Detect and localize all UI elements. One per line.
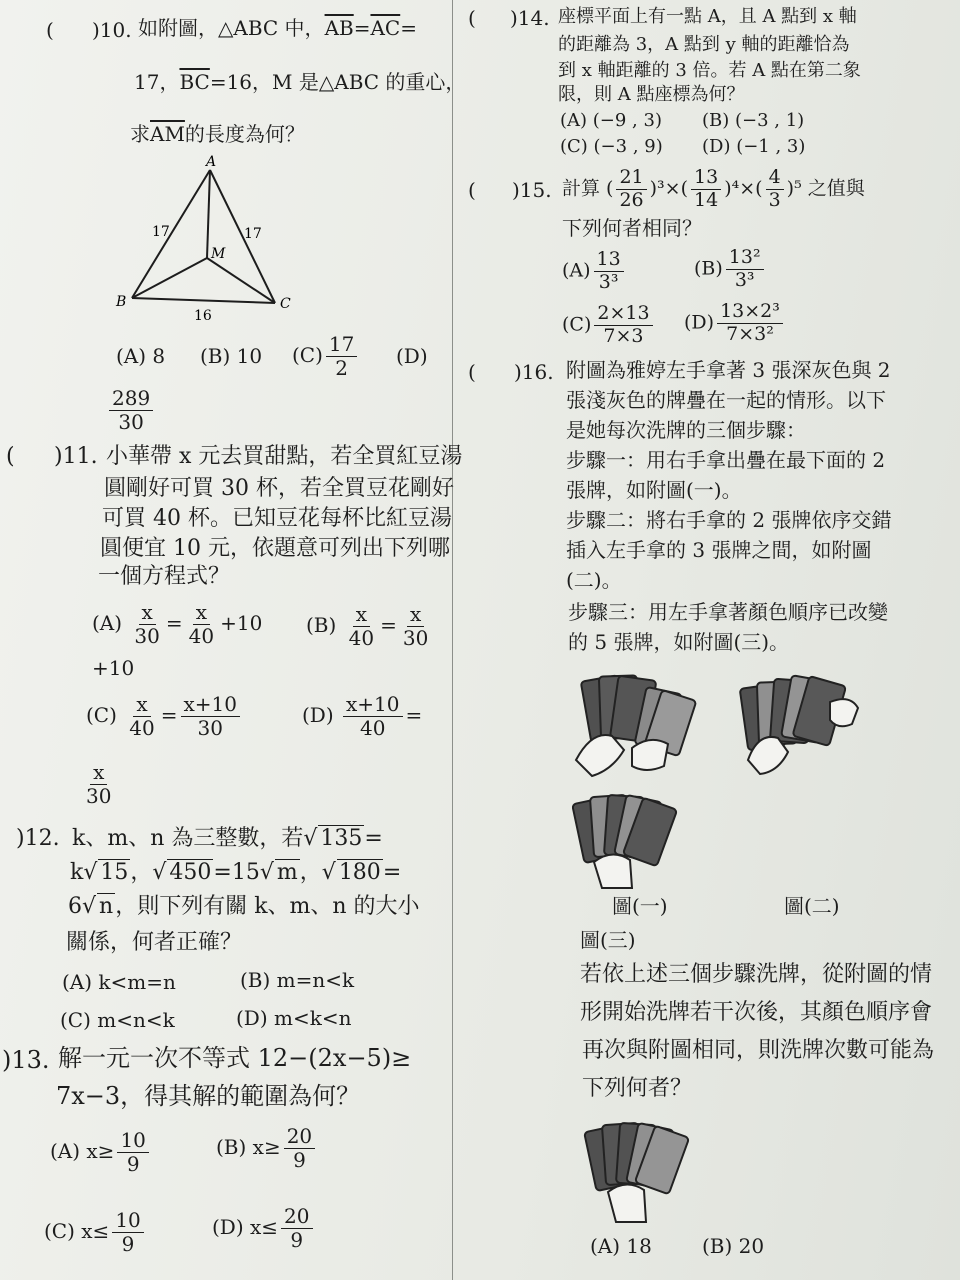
q15-line1: 計算 ( $\frac{21}{26}$ )³×( $\frac{13}{14}$ )⁴×( $\frac{4}{3}$ )⁵ 之值與	[562, 166, 865, 211]
side-label-bc: 16	[194, 308, 212, 324]
q15-option-b: (B) $\frac{\text{13²}}{\text{3³}}$	[694, 248, 767, 291]
q12-option-a: (A) k<m=n	[62, 970, 176, 994]
card-figure-2	[734, 668, 864, 778]
q11-option-d-rhs: $\frac{x}{30}$	[86, 760, 112, 808]
card-figure-1	[572, 670, 702, 780]
q10-option-c: (C) $\frac{17}{2}$	[292, 334, 360, 379]
fig1-caption: 圖(一)	[612, 894, 668, 918]
q16-option-b: (B) 20	[702, 1234, 765, 1258]
q14-line3: 到 x 軸距離的 3 倍。若 A 點在第二象	[558, 60, 861, 81]
q13-option-a: (A) x≥ $\frac{10}{9}$	[50, 1130, 152, 1175]
q16-line4: 步驟一：用右手拿出疊在最下面的 2	[566, 448, 886, 472]
median-am	[207, 170, 210, 258]
q16-number: )16.	[514, 360, 554, 384]
q12-line3: 6√ n，則下列有關 k、m、n 的大小	[68, 894, 420, 919]
q13-number: )13.	[2, 1046, 50, 1074]
q16-option-a: (A) 18	[590, 1234, 652, 1258]
q14-line4: 限，則 A 點座標為何？	[558, 84, 745, 105]
q10-triangle-figure	[110, 154, 310, 324]
q15-answer-paren: (	[468, 178, 476, 202]
q11-line5: 一個方程式？	[98, 564, 231, 589]
q10-number: )10.	[92, 18, 132, 42]
side-label-ac: 17	[244, 226, 262, 242]
q12-line2: k√ 15，√ 450=15√ m，√ 180=	[70, 860, 402, 885]
q16-line3: 是她每次洗牌的三個步驟：	[566, 418, 806, 442]
q11-option-b-tail: +10	[92, 656, 135, 680]
q11-line2: 圓剛好可買 30 杯，若全買豆花剛好	[104, 476, 454, 501]
fig2-caption: 圖(二)	[784, 894, 840, 918]
q14-line2: 的距離為 3，A 點到 y 軸的距離恰為	[558, 34, 850, 55]
q14-answer-paren: (	[468, 6, 476, 30]
q10-option-b: (B) 10	[200, 344, 263, 368]
q10-option-d-label: (D)	[396, 344, 428, 368]
q16-line2: 張淺灰色的牌疊在一起的情形。以下	[566, 388, 886, 412]
q14-option-a: (A) (−9 , 3)	[560, 110, 662, 131]
q10-answer-paren: (	[46, 18, 54, 42]
q16-line6: 步驟二：將右手拿的 2 張牌依序交錯	[566, 508, 892, 532]
q11-option-d: (D) $\frac{x+10}{40}$ =	[302, 692, 423, 740]
q14-line1: 座標平面上有一點 A，且 A 點到 x 軸	[558, 6, 857, 27]
q14-option-d: (D) (−1 , 3)	[702, 136, 806, 157]
q12-option-d: (D) m<k<n	[236, 1006, 352, 1030]
q16-line12: 形開始洗牌若干次後，其顏色順序會	[580, 1000, 933, 1025]
q11-option-b: (B) $\frac{x}{40}$ = $\frac{x}{30}$	[306, 602, 429, 650]
q11-option-a: (A) $\frac{x}{30}$ = $\frac{x}{40}$ +10	[92, 600, 263, 648]
triangle-side-ac	[210, 170, 275, 303]
q11-line1: 小華帶 x 元去買甜點，若全買紅豆湯	[106, 444, 463, 469]
q10-option-d-value: $\frac{289}{30}$	[106, 388, 156, 433]
q12-line4: 關係，何者正確？	[66, 930, 243, 955]
q16-line14: 下列何者？	[582, 1076, 693, 1101]
centroid-label-m: M	[211, 246, 226, 262]
q11-line4: 圓便宜 10 元，依題意可列出下列哪	[100, 536, 450, 561]
q13-option-d: (D) x≤ $\frac{20}{9}$	[212, 1206, 316, 1251]
q13-line2: 7x−3，得其解的範圍為何？	[56, 1082, 361, 1110]
q16-line1: 附圖為雅婷左手拿著 3 張深灰色與 2	[566, 358, 891, 382]
q16-line8: (二)。	[566, 568, 622, 592]
q14-option-b: (B) (−3 , 1)	[702, 110, 805, 131]
q16-line13: 再次與附圖相同，則洗牌次數可能為	[582, 1038, 935, 1063]
q16-line7: 插入左手拿的 3 張牌之間，如附圖	[566, 538, 872, 562]
q15-number: )15.	[512, 178, 552, 202]
q16-line10: 的 5 張牌，如附圖(三)。	[568, 630, 790, 654]
q12-option-b: (B) m=n<k	[240, 968, 355, 992]
q11-answer-paren: (	[6, 444, 15, 469]
column-divider	[452, 0, 453, 1280]
vertex-label-a: A	[206, 154, 217, 170]
q16-line5: 張牌，如附圖(一)。	[566, 478, 742, 502]
q11-number: )11.	[54, 444, 98, 469]
q11-line3: 可買 40 杯。已知豆花每杯比紅豆湯	[102, 506, 452, 531]
q13-option-b: (B) x≥ $\frac{20}{9}$	[216, 1126, 318, 1171]
q15-option-d: (D) $\frac{\text{13×2³}}{\text{7×3²}}$	[684, 302, 786, 345]
q16-answer-paren: (	[468, 360, 476, 384]
fig3-caption: 圖(三)	[580, 928, 636, 952]
vertex-label-b: B	[116, 294, 127, 310]
triangle-side-ab	[132, 170, 210, 298]
q12-line1: k、m、n 為三整數，若√ 135=	[72, 826, 383, 851]
q15-option-a: (A) $\frac{13}{\text{3³}}$	[562, 250, 627, 293]
q10-line1: 如附圖，△ABC 中，$\overline{AB}=\overline{AC}=$	[138, 16, 417, 40]
triangle-side-bc	[132, 298, 275, 303]
vertex-label-c: C	[280, 296, 291, 312]
card-figure-3	[572, 790, 682, 890]
q16-line9: 步驟三：用左手拿著顏色順序已改變	[568, 600, 888, 624]
q10-line2: 17，$\overline{BC}=16$，M 是△ABC 的重心，	[134, 70, 466, 94]
side-label-ab: 17	[152, 224, 170, 240]
q12-number: )12.	[16, 826, 60, 851]
q11-option-c: (C) $\frac{x}{40}$ = $\frac{x+10}{30}$	[86, 694, 243, 739]
q14-option-c: (C) (−3 , 9)	[560, 136, 663, 157]
q16-line11: 若依上述三個步驟洗牌，從附圖的情	[580, 962, 933, 987]
q10-option-a: (A) 8	[116, 344, 166, 368]
card-figure-final	[584, 1118, 694, 1228]
q14-number: )14.	[510, 6, 550, 30]
q13-option-c: (C) x≤ $\frac{10}{9}$	[44, 1210, 147, 1255]
q12-option-c: (C) m<n<k	[60, 1008, 175, 1032]
q13-line1: 解一元一次不等式 12−(2x−5)≥	[58, 1044, 412, 1072]
q10-line3: 求$\overline{AM}$的長度為何？	[130, 122, 305, 146]
q15-line2: 下列何者相同？	[562, 216, 702, 240]
q15-option-c: (C) $\frac{2\times 13}{7\times 3}$	[562, 304, 656, 347]
